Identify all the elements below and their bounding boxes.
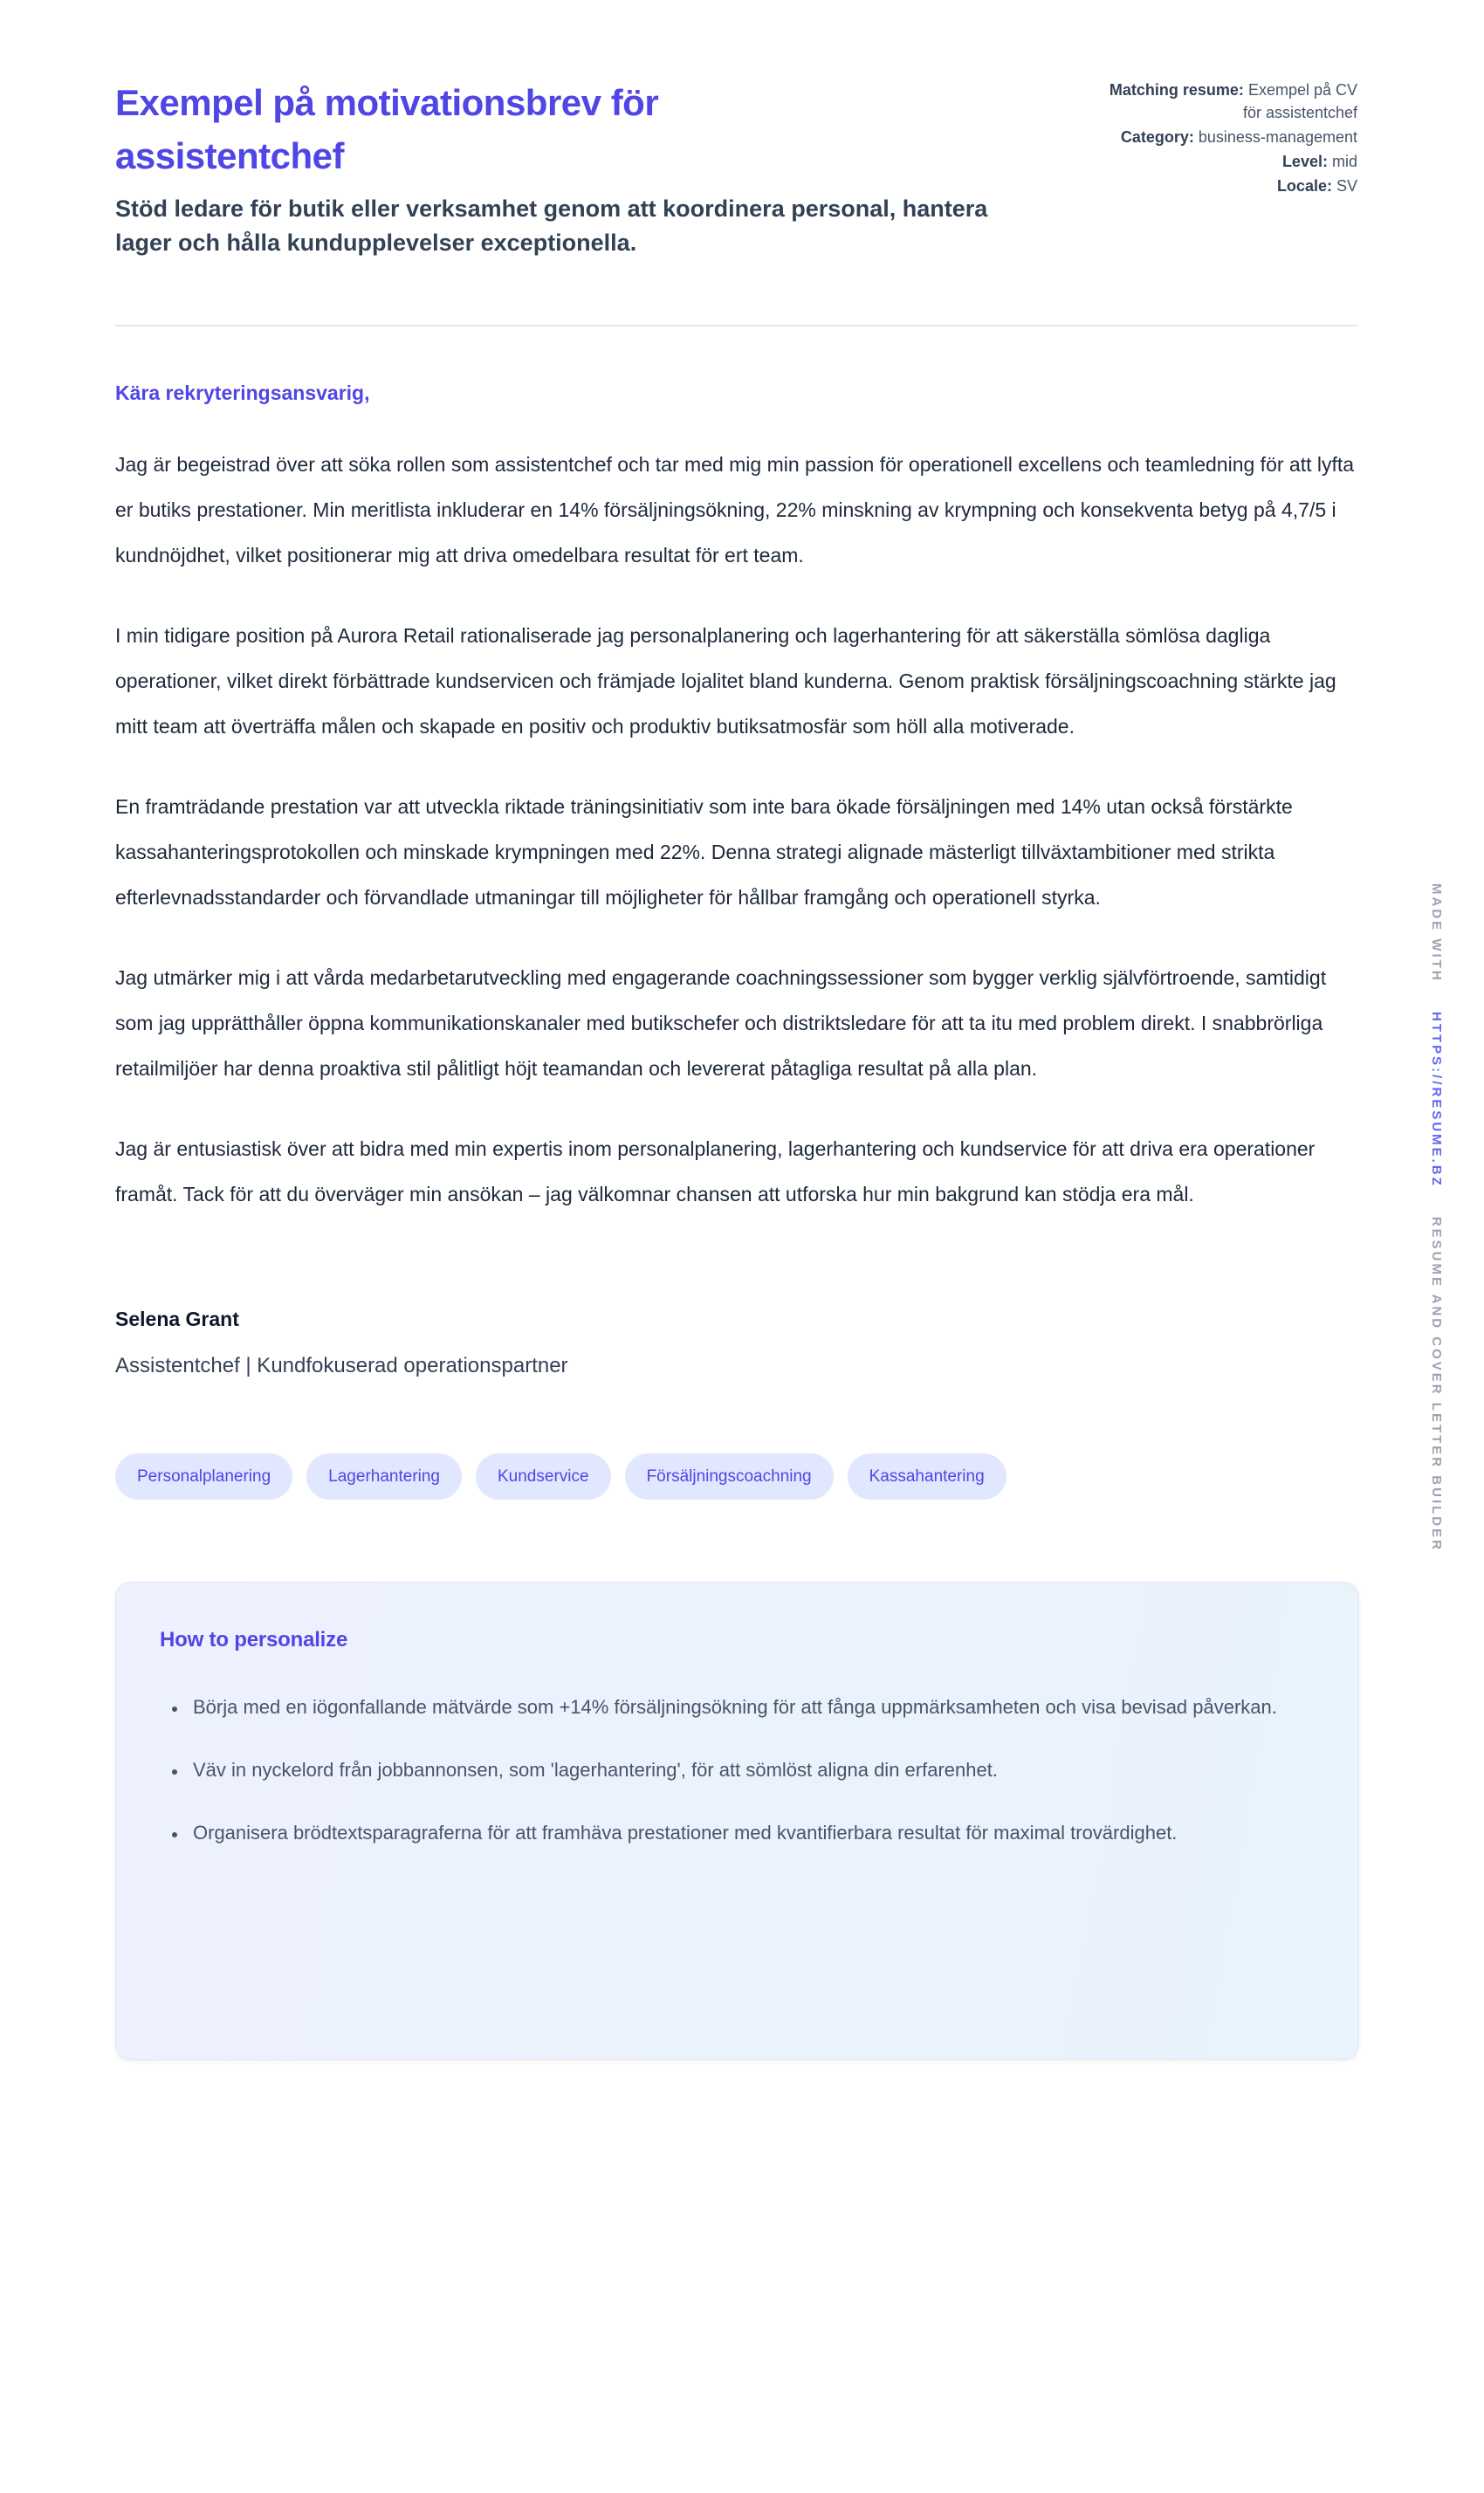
skill-tag-personalplanering: Personalplanering: [115, 1453, 292, 1500]
meta-panel: [1100, 77, 1357, 199]
personalize-box: [115, 1582, 1359, 2060]
personalize-tip-list: [160, 1686, 1310, 1855]
meta-locale-row: [1100, 175, 1357, 197]
meta-level-label: Level:: [1281, 153, 1328, 171]
letter-paragraph-2: I min tidigare position på Aurora Retail rationaliserade jag personalplanering och lagerhantering för att säkerställa sömlösa dagliga operationer, vilket direkt förbättrade kundservicen och främjade lojalitet bland kunderna. Genom praktisk försäljningscoachning stärkte jag mitt team att överträffa målen och skapade en positiv och produktiv butiksatmosfär som höll alla motiverade.: [115, 624, 1336, 738]
meta-category-label: Category:: [1120, 128, 1194, 147]
meta-level-row: [1100, 150, 1357, 173]
meta-matching-resume-label: Matching resume:: [1109, 81, 1244, 99]
letter-paragraph-4: Jag utmärker mig i att vårda medarbetarutveckling med engagerande coachningssessioner som bygger verklig självförtroende, samtidigt som jag upprätthåller öppna kommunikationskanaler med butikschefer och distriktsledare för att ta itu med problem direkt. I snabbrörliga retailmiljöer har denna proaktiva stil pålitligt höjt teamandan och levererat påtagliga resultat på alla plan.: [115, 966, 1327, 1081]
letter-greeting: Kära rekryteringsansvarig,: [115, 381, 370, 405]
matching-resume-link[interactable]: Exempel på CV för assistentchef: [1242, 81, 1357, 122]
meta-locale-value: SV: [1336, 177, 1357, 196]
meta-locale-label: Locale:: [1276, 177, 1332, 196]
watermark-builder-label: RESUME AND COVER LETTER BUILDER: [1429, 1216, 1444, 1552]
signature-name: Selena Grant: [115, 1308, 239, 1331]
meta-category-row: [1100, 126, 1357, 148]
signature-role: Assistentchef | Kundfokuserad operationspartner: [115, 1354, 568, 1378]
personalize-tip-1: • Börja med en iögonfallande mätvärde som +14% försäljningsökning för att fånga uppmärksamheten och visa bevisad påverkan.: [188, 1686, 1310, 1729]
page-header: [115, 77, 1357, 260]
header-divider: [115, 325, 1357, 326]
meta-matching-resume-row: [1100, 79, 1357, 124]
personalize-tip-3: • Organisera brödtextsparagraferna för att framhäva prestationer med kvantifierbara resultat för maximal trovärdighet.: [188, 1811, 1310, 1855]
skill-tag-kassahantering: Kassahantering: [848, 1453, 1007, 1500]
letter-paragraph-1: Jag är begeistrad över att söka rollen som assistentchef och tar med mig min passion för operationell excellens och teamledning för att lyfta er butiks prestationer. Min meritlista inkluderar en 14% försäljningsökning, 22% minskning av krympning och konsekventa betyg på 4,7/5 i kundnöjdhet, vilket positionerar mig att driva omedelbara resultat för ert team.: [115, 453, 1355, 567]
skill-tag-kundservice: Kundservice: [476, 1453, 611, 1500]
skill-tag-forsaljningscoachning: Försäljningscoachning: [625, 1453, 834, 1500]
personalize-tip-2: • Väv in nyckelord från jobbannonsen, som 'lagerhantering', för att sömlöst aligna din erfarenhet.: [188, 1748, 1310, 1792]
meta-category-value: business-management: [1198, 128, 1357, 147]
watermark-resume-bz-link[interactable]: HTTPS://RESUME.BZ: [1429, 1011, 1444, 1188]
watermark: [1429, 883, 1444, 1552]
personalize-title: How to personalize: [160, 1628, 348, 1652]
header-title-block: [115, 77, 1041, 260]
page-subtitle: Stöd ledare för butik eller verksamhet genom att koordinera personal, hantera lager och hålla kundupplevelser exceptionella.: [115, 195, 988, 256]
skill-tags: [115, 1453, 1357, 1500]
page-title: Exempel på motivationsbrev för assistentchef: [115, 82, 659, 176]
watermark-made-with-label: MADE WITH: [1429, 883, 1444, 983]
letter-body: [115, 379, 1357, 1378]
skill-tag-lagerhantering: Lagerhantering: [306, 1453, 462, 1500]
meta-level-value: mid: [1331, 153, 1357, 171]
letter-paragraph-5: Jag är entusiastisk över att bidra med min expertis inom personalplanering, lagerhantering och kundservice för att driva era operationer framåt. Tack för att du överväger min ansökan – jag välkomnar chansen att utforska hur min bakgrund kan stödja era mål.: [115, 1137, 1316, 1206]
letter-paragraph-3: En framträdande prestation var att utveckla riktade träningsinitiativ som inte bara ökade försäljningen med 14% utan också förstärkte kassahanteringsprotokollen och minskade krympningen med 22%. Denna strategi alignade mästerligt tillväxtambitioner med strikta efterlevnadsstandarder och förvandlade utmaningar till möjligheter för hållbar framgång och operationell styrka.: [115, 795, 1293, 910]
